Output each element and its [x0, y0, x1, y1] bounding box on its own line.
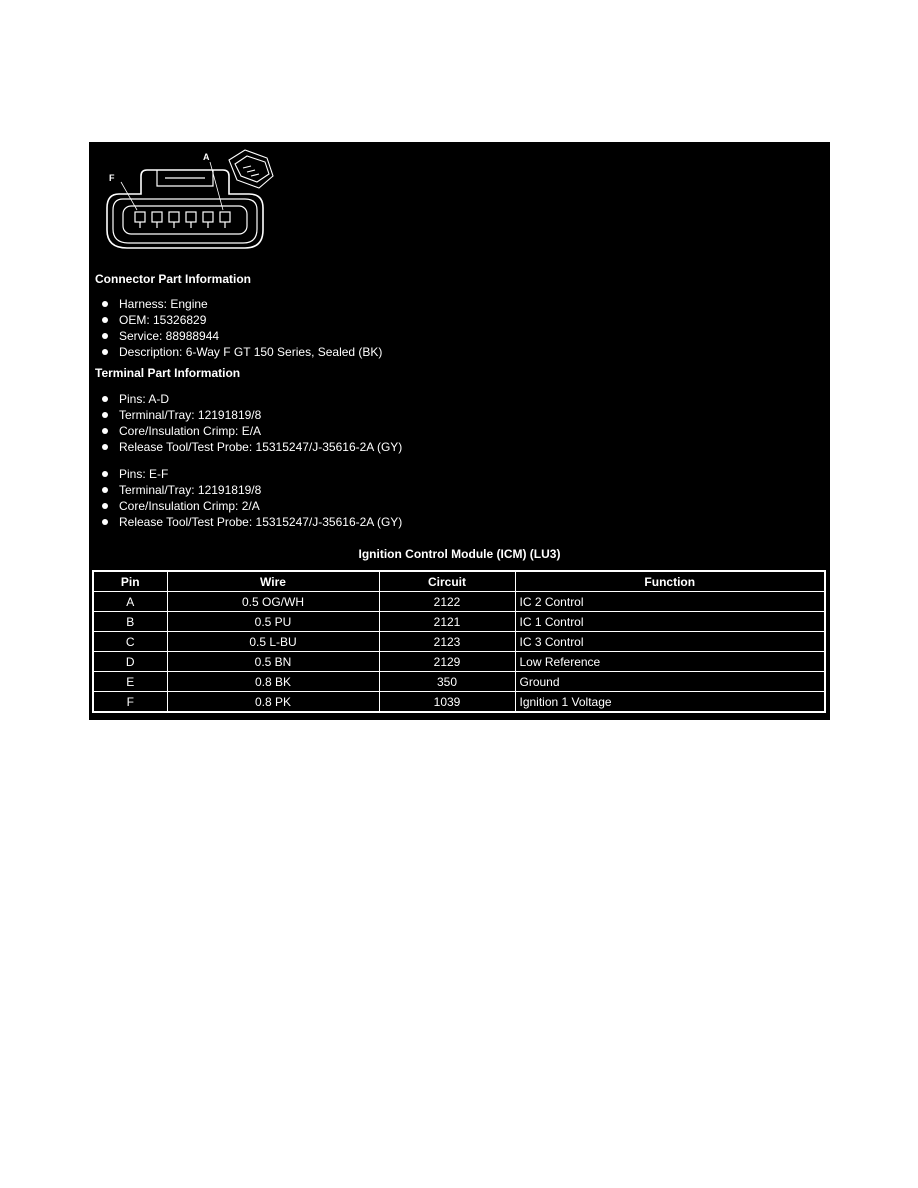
wire-cell: 0.5 OG/WH	[167, 592, 379, 612]
connector-info-list	[89, 296, 382, 360]
table-header-row	[93, 571, 825, 592]
terminal-info-group-1	[89, 391, 402, 455]
wire-cell: 0.5 BN	[167, 652, 379, 672]
circuit-cell: 350	[379, 672, 515, 692]
table-title: Ignition Control Module (ICM) (LU3)	[358, 547, 561, 561]
circuit-cell: 2123	[379, 632, 515, 652]
pin-cell: D	[93, 652, 167, 672]
function-cell: Ignition 1 Voltage	[515, 692, 825, 713]
terminal-cavity	[203, 212, 213, 222]
list-item: Terminal/Tray: 12191819/8	[89, 407, 402, 423]
terminal-cavity	[169, 212, 179, 222]
table-row	[93, 632, 825, 652]
function-cell: Ground	[515, 672, 825, 692]
pin-cell: A	[93, 592, 167, 612]
list-item: Description: 6-Way F GT 150 Series, Sealed (BK)	[89, 344, 382, 360]
column-header: Wire	[167, 571, 379, 592]
function-cell: IC 2 Control	[515, 592, 825, 612]
terminal-cavity	[135, 212, 145, 222]
wire-cell: 0.8 PK	[167, 692, 379, 713]
pin-cell: C	[93, 632, 167, 652]
connector-diagram	[97, 146, 287, 256]
terminal-info-group-2	[89, 466, 402, 530]
list-item: Harness: Engine	[89, 296, 382, 312]
connector-info-heading: Connector Part Information	[95, 272, 252, 286]
list-item: Core/Insulation Crimp: E/A	[89, 423, 402, 439]
table-row	[93, 612, 825, 632]
pin-a-label: A	[203, 152, 210, 162]
list-item: Core/Insulation Crimp: 2/A	[89, 498, 402, 514]
list-item: Terminal/Tray: 12191819/8	[89, 482, 402, 498]
list-item: Service: 88988944	[89, 328, 382, 344]
circuit-cell: 2122	[379, 592, 515, 612]
pin-cell: E	[93, 672, 167, 692]
terminal-cavity	[220, 212, 230, 222]
terminal-info-heading: Terminal Part Information	[95, 366, 241, 380]
wire-cell: 0.5 L-BU	[167, 632, 379, 652]
table-row	[93, 692, 825, 713]
pin-cell: F	[93, 692, 167, 713]
terminal-cavities	[135, 212, 230, 228]
connector-document-panel	[89, 142, 830, 720]
table-row	[93, 672, 825, 692]
circuit-cell: 2121	[379, 612, 515, 632]
function-cell: Low Reference	[515, 652, 825, 672]
column-header: Circuit	[379, 571, 515, 592]
terminal-cavity	[186, 212, 196, 222]
list-item: Release Tool/Test Probe: 15315247/J-35616-2A (GY)	[89, 514, 402, 530]
table-row	[93, 652, 825, 672]
pinout-table	[92, 570, 826, 713]
function-cell: IC 3 Control	[515, 632, 825, 652]
pin-cell: B	[93, 612, 167, 632]
connector-shell-outline	[107, 170, 263, 248]
connector-inner-face	[123, 206, 247, 234]
column-header: Function	[515, 571, 825, 592]
wire-cell: 0.5 PU	[167, 612, 379, 632]
terminal-cavity	[152, 212, 162, 222]
connector-latch	[157, 170, 213, 186]
list-item: Pins: E-F	[89, 466, 402, 482]
pin-f-label: F	[109, 173, 115, 183]
function-cell: IC 1 Control	[515, 612, 825, 632]
list-item: Pins: A-D	[89, 391, 402, 407]
list-item: Release Tool/Test Probe: 15315247/J-35616-2A (GY)	[89, 439, 402, 455]
column-header: Pin	[93, 571, 167, 592]
circuit-cell: 2129	[379, 652, 515, 672]
connector-perspective-view	[229, 150, 273, 188]
wire-cell: 0.8 BK	[167, 672, 379, 692]
circuit-cell: 1039	[379, 692, 515, 713]
table-row	[93, 592, 825, 612]
list-item: OEM: 15326829	[89, 312, 382, 328]
